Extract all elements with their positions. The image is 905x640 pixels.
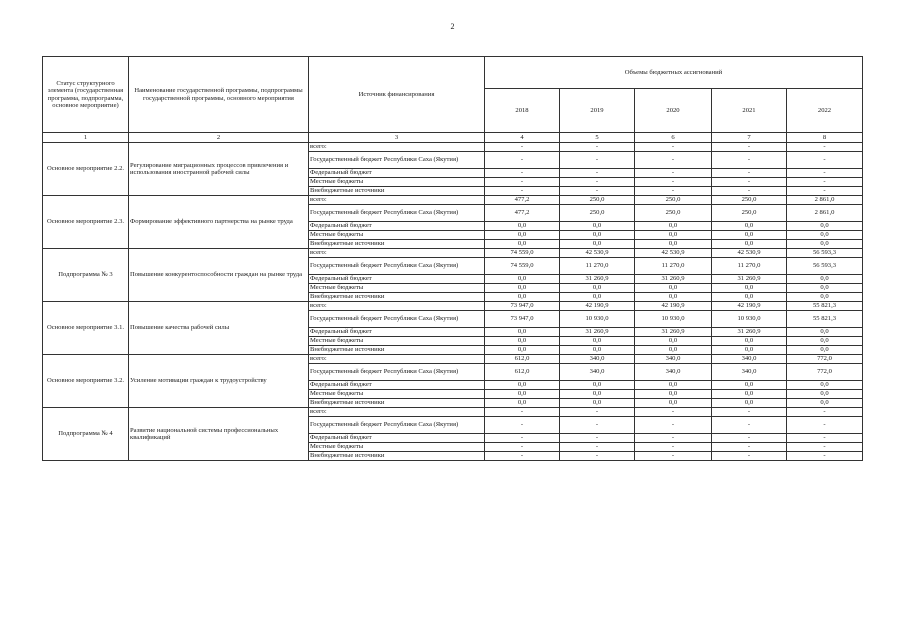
cell-value: 250,0 xyxy=(712,205,787,222)
header-col-number: 2 xyxy=(129,133,309,143)
header-col-number: 7 xyxy=(712,133,787,143)
table-row xyxy=(43,143,863,152)
table-row xyxy=(43,196,863,205)
cell-value: - xyxy=(787,187,863,196)
cell-value: - xyxy=(635,169,712,178)
cell-value: 0,0 xyxy=(787,381,863,390)
header-status: Статус структурного элемента (государственная программа, подпрограмма, основное мероприятие) xyxy=(43,57,129,133)
header-year: 2021 xyxy=(712,89,787,133)
cell-value: 0,0 xyxy=(712,337,787,346)
row-status: Основное мероприятие 2.3. xyxy=(43,196,129,249)
row-source: Местные бюджеты xyxy=(309,443,485,452)
cell-value: 0,0 xyxy=(787,240,863,249)
row-status: Подпрограмма № 3 xyxy=(43,249,129,302)
cell-value: 0,0 xyxy=(787,293,863,302)
cell-value: 0,0 xyxy=(787,346,863,355)
cell-value: 250,0 xyxy=(635,196,712,205)
cell-value: 0,0 xyxy=(635,222,712,231)
cell-value: 0,0 xyxy=(560,231,635,240)
row-program-name: Развитие национальной системы профессиональных квалификаций xyxy=(129,408,309,461)
cell-value: 772,0 xyxy=(787,355,863,364)
cell-value: 10 930,0 xyxy=(560,311,635,328)
row-source: Федеральный бюджет xyxy=(309,434,485,443)
header-col-number: 3 xyxy=(309,133,485,143)
cell-value: 31 260,9 xyxy=(560,328,635,337)
cell-value: 73 947,0 xyxy=(485,302,560,311)
cell-value: - xyxy=(635,443,712,452)
cell-value: 0,0 xyxy=(485,381,560,390)
row-source: Внебюджетные источники xyxy=(309,346,485,355)
header-col-number: 1 xyxy=(43,133,129,143)
cell-value: 0,0 xyxy=(635,231,712,240)
row-source: всего: xyxy=(309,302,485,311)
cell-value: 0,0 xyxy=(485,275,560,284)
cell-value: 0,0 xyxy=(485,284,560,293)
cell-value: 42 190,9 xyxy=(635,302,712,311)
cell-value: 772,0 xyxy=(787,364,863,381)
cell-value: 340,0 xyxy=(635,355,712,364)
cell-value: 0,0 xyxy=(712,231,787,240)
table-header xyxy=(43,57,863,143)
cell-value: 0,0 xyxy=(560,337,635,346)
cell-value: 0,0 xyxy=(787,328,863,337)
cell-value: 0,0 xyxy=(485,337,560,346)
row-source: Внебюджетные источники xyxy=(309,293,485,302)
row-program-name: Формирование эффективного партнерства на рынке труда xyxy=(129,196,309,249)
header-year: 2022 xyxy=(787,89,863,133)
cell-value: 0,0 xyxy=(635,390,712,399)
cell-value: 0,0 xyxy=(787,275,863,284)
cell-value: 0,0 xyxy=(635,381,712,390)
cell-value: - xyxy=(712,434,787,443)
cell-value: 250,0 xyxy=(560,205,635,222)
cell-value: 0,0 xyxy=(787,231,863,240)
row-status: Основное мероприятие 3.2. xyxy=(43,355,129,408)
cell-value: 0,0 xyxy=(787,390,863,399)
row-source: Государственный бюджет Республики Саха (Якутия) xyxy=(309,364,485,381)
cell-value: - xyxy=(560,178,635,187)
cell-value: - xyxy=(712,187,787,196)
table-body xyxy=(43,143,863,461)
row-program-name: Регулирование миграционных процессов привлечения и использования иностранной рабочей силы xyxy=(129,143,309,196)
cell-value: 31 260,9 xyxy=(712,275,787,284)
cell-value: 11 270,0 xyxy=(560,258,635,275)
cell-value: 11 270,0 xyxy=(712,258,787,275)
cell-value: - xyxy=(787,169,863,178)
cell-value: 0,0 xyxy=(635,399,712,408)
cell-value: 0,0 xyxy=(712,240,787,249)
cell-value: - xyxy=(712,452,787,461)
table-row xyxy=(43,408,863,417)
cell-value: 0,0 xyxy=(560,399,635,408)
cell-value: 0,0 xyxy=(787,222,863,231)
cell-value: 0,0 xyxy=(635,337,712,346)
row-source: Внебюджетные источники xyxy=(309,240,485,249)
cell-value: - xyxy=(712,408,787,417)
cell-value: 0,0 xyxy=(485,231,560,240)
row-source: Внебюджетные источники xyxy=(309,187,485,196)
cell-value: 0,0 xyxy=(787,284,863,293)
cell-value: 0,0 xyxy=(635,293,712,302)
cell-value: - xyxy=(560,143,635,152)
cell-value: - xyxy=(635,408,712,417)
cell-value: 0,0 xyxy=(485,328,560,337)
cell-value: 0,0 xyxy=(485,346,560,355)
row-source: Государственный бюджет Республики Саха (Якутия) xyxy=(309,311,485,328)
cell-value: 0,0 xyxy=(712,346,787,355)
cell-value: 2 861,0 xyxy=(787,205,863,222)
cell-value: - xyxy=(485,187,560,196)
cell-value: 55 821,3 xyxy=(787,302,863,311)
cell-value: 612,0 xyxy=(485,355,560,364)
cell-value: - xyxy=(712,443,787,452)
row-source: Государственный бюджет Республики Саха (Якутия) xyxy=(309,417,485,434)
cell-value: 0,0 xyxy=(712,284,787,293)
cell-value: 55 821,3 xyxy=(787,311,863,328)
cell-value: 0,0 xyxy=(712,222,787,231)
cell-value: 612,0 xyxy=(485,364,560,381)
cell-value: 0,0 xyxy=(485,240,560,249)
cell-value: - xyxy=(485,452,560,461)
row-source: Внебюджетные источники xyxy=(309,399,485,408)
cell-value: 0,0 xyxy=(560,381,635,390)
cell-value: 73 947,0 xyxy=(485,311,560,328)
cell-value: 56 593,3 xyxy=(787,249,863,258)
table-row xyxy=(43,355,863,364)
row-source: Государственный бюджет Республики Саха (Якутия) xyxy=(309,152,485,169)
cell-value: 340,0 xyxy=(560,355,635,364)
cell-value: 0,0 xyxy=(560,293,635,302)
cell-value: 42 530,9 xyxy=(712,249,787,258)
cell-value: 42 530,9 xyxy=(560,249,635,258)
cell-value: 10 930,0 xyxy=(712,311,787,328)
row-source: Внебюджетные источники xyxy=(309,452,485,461)
cell-value: - xyxy=(635,452,712,461)
cell-value: 0,0 xyxy=(712,293,787,302)
cell-value: - xyxy=(560,452,635,461)
cell-value: - xyxy=(712,169,787,178)
cell-value: 74 559,0 xyxy=(485,249,560,258)
cell-value: - xyxy=(712,143,787,152)
cell-value: - xyxy=(560,434,635,443)
header-col-number: 4 xyxy=(485,133,560,143)
row-program-name: Усиление мотивации граждан к трудоустройству xyxy=(129,355,309,408)
cell-value: 42 190,9 xyxy=(560,302,635,311)
header-year: 2018 xyxy=(485,89,560,133)
cell-value: - xyxy=(485,443,560,452)
cell-value: - xyxy=(560,187,635,196)
cell-value: 31 260,9 xyxy=(712,328,787,337)
cell-value: 42 190,9 xyxy=(712,302,787,311)
row-source: Государственный бюджет Республики Саха (Якутия) xyxy=(309,258,485,275)
row-source: всего: xyxy=(309,249,485,258)
header-col-number: 5 xyxy=(560,133,635,143)
row-source: Федеральный бюджет xyxy=(309,381,485,390)
table-row xyxy=(43,249,863,258)
cell-value: - xyxy=(712,417,787,434)
cell-value: 42 530,9 xyxy=(635,249,712,258)
cell-value: - xyxy=(560,408,635,417)
cell-value: 250,0 xyxy=(712,196,787,205)
cell-value: 74 559,0 xyxy=(485,258,560,275)
cell-value: - xyxy=(787,143,863,152)
cell-value: - xyxy=(787,408,863,417)
cell-value: 0,0 xyxy=(485,399,560,408)
cell-value: 250,0 xyxy=(635,205,712,222)
cell-value: 0,0 xyxy=(635,346,712,355)
cell-value: 250,0 xyxy=(560,196,635,205)
table-row xyxy=(43,302,863,311)
cell-value: 0,0 xyxy=(635,284,712,293)
cell-value: 0,0 xyxy=(485,293,560,302)
cell-value: - xyxy=(635,417,712,434)
cell-value: - xyxy=(635,178,712,187)
cell-value: 0,0 xyxy=(560,390,635,399)
cell-value: - xyxy=(635,187,712,196)
cell-value: 340,0 xyxy=(635,364,712,381)
header-col-number: 8 xyxy=(787,133,863,143)
row-status: Основное мероприятие 2.2. xyxy=(43,143,129,196)
cell-value: - xyxy=(787,152,863,169)
row-source: Федеральный бюджет xyxy=(309,328,485,337)
row-source: Федеральный бюджет xyxy=(309,169,485,178)
header-source: Источник финансирования xyxy=(309,57,485,133)
row-source: Федеральный бюджет xyxy=(309,222,485,231)
row-source: Местные бюджеты xyxy=(309,337,485,346)
cell-value: - xyxy=(787,178,863,187)
cell-value: 56 593,3 xyxy=(787,258,863,275)
cell-value: - xyxy=(485,152,560,169)
header-volumes: Объемы бюджетных ассигнований xyxy=(485,57,863,89)
cell-value: - xyxy=(787,452,863,461)
cell-value: 0,0 xyxy=(712,390,787,399)
cell-value: - xyxy=(485,178,560,187)
cell-value: - xyxy=(787,417,863,434)
cell-value: 10 930,0 xyxy=(635,311,712,328)
cell-value: - xyxy=(787,443,863,452)
budget-table xyxy=(42,56,863,461)
row-program-name: Повышение качества рабочей силы xyxy=(129,302,309,355)
cell-value: 340,0 xyxy=(712,355,787,364)
cell-value: 2 861,0 xyxy=(787,196,863,205)
row-program-name: Повышение конкурентоспособности граждан на рынке труда xyxy=(129,249,309,302)
cell-value: 0,0 xyxy=(485,390,560,399)
cell-value: - xyxy=(635,152,712,169)
row-status: Подпрограмма № 4 xyxy=(43,408,129,461)
cell-value: 477,2 xyxy=(485,196,560,205)
header-name: Наименование государственной программы, подпрограммы государственной программы, основного мероприятия xyxy=(129,57,309,133)
row-source: Государственный бюджет Республики Саха (Якутия) xyxy=(309,205,485,222)
cell-value: 0,0 xyxy=(560,222,635,231)
cell-value: - xyxy=(485,143,560,152)
cell-value: - xyxy=(712,178,787,187)
cell-value: 0,0 xyxy=(635,240,712,249)
row-source: Федеральный бюджет xyxy=(309,275,485,284)
cell-value: 31 260,9 xyxy=(560,275,635,284)
header-year: 2019 xyxy=(560,89,635,133)
cell-value: 11 270,0 xyxy=(635,258,712,275)
cell-value: - xyxy=(485,408,560,417)
cell-value: - xyxy=(560,169,635,178)
cell-value: - xyxy=(485,169,560,178)
cell-value: 0,0 xyxy=(560,240,635,249)
cell-value: 31 260,9 xyxy=(635,328,712,337)
page-number: 2 xyxy=(450,22,455,31)
row-source: Местные бюджеты xyxy=(309,390,485,399)
cell-value: - xyxy=(560,152,635,169)
cell-value: - xyxy=(635,143,712,152)
cell-value: 0,0 xyxy=(787,399,863,408)
row-source: Местные бюджеты xyxy=(309,284,485,293)
cell-value: 0,0 xyxy=(560,346,635,355)
row-source: всего: xyxy=(309,408,485,417)
cell-value: - xyxy=(485,434,560,443)
cell-value: 0,0 xyxy=(787,337,863,346)
cell-value: - xyxy=(787,434,863,443)
cell-value: - xyxy=(560,417,635,434)
cell-value: 0,0 xyxy=(485,222,560,231)
cell-value: 31 260,9 xyxy=(635,275,712,284)
cell-value: 0,0 xyxy=(712,381,787,390)
header-col-number: 6 xyxy=(635,133,712,143)
cell-value: 0,0 xyxy=(560,284,635,293)
cell-value: 477,2 xyxy=(485,205,560,222)
cell-value: - xyxy=(485,417,560,434)
cell-value: - xyxy=(712,152,787,169)
cell-value: 340,0 xyxy=(560,364,635,381)
cell-value: 0,0 xyxy=(712,399,787,408)
row-source: всего: xyxy=(309,196,485,205)
row-status: Основное мероприятие 3.1. xyxy=(43,302,129,355)
row-source: Местные бюджеты xyxy=(309,178,485,187)
row-source: всего: xyxy=(309,143,485,152)
header-year: 2020 xyxy=(635,89,712,133)
cell-value: - xyxy=(635,434,712,443)
row-source: всего: xyxy=(309,355,485,364)
row-source: Местные бюджеты xyxy=(309,231,485,240)
cell-value: - xyxy=(560,443,635,452)
cell-value: 340,0 xyxy=(712,364,787,381)
